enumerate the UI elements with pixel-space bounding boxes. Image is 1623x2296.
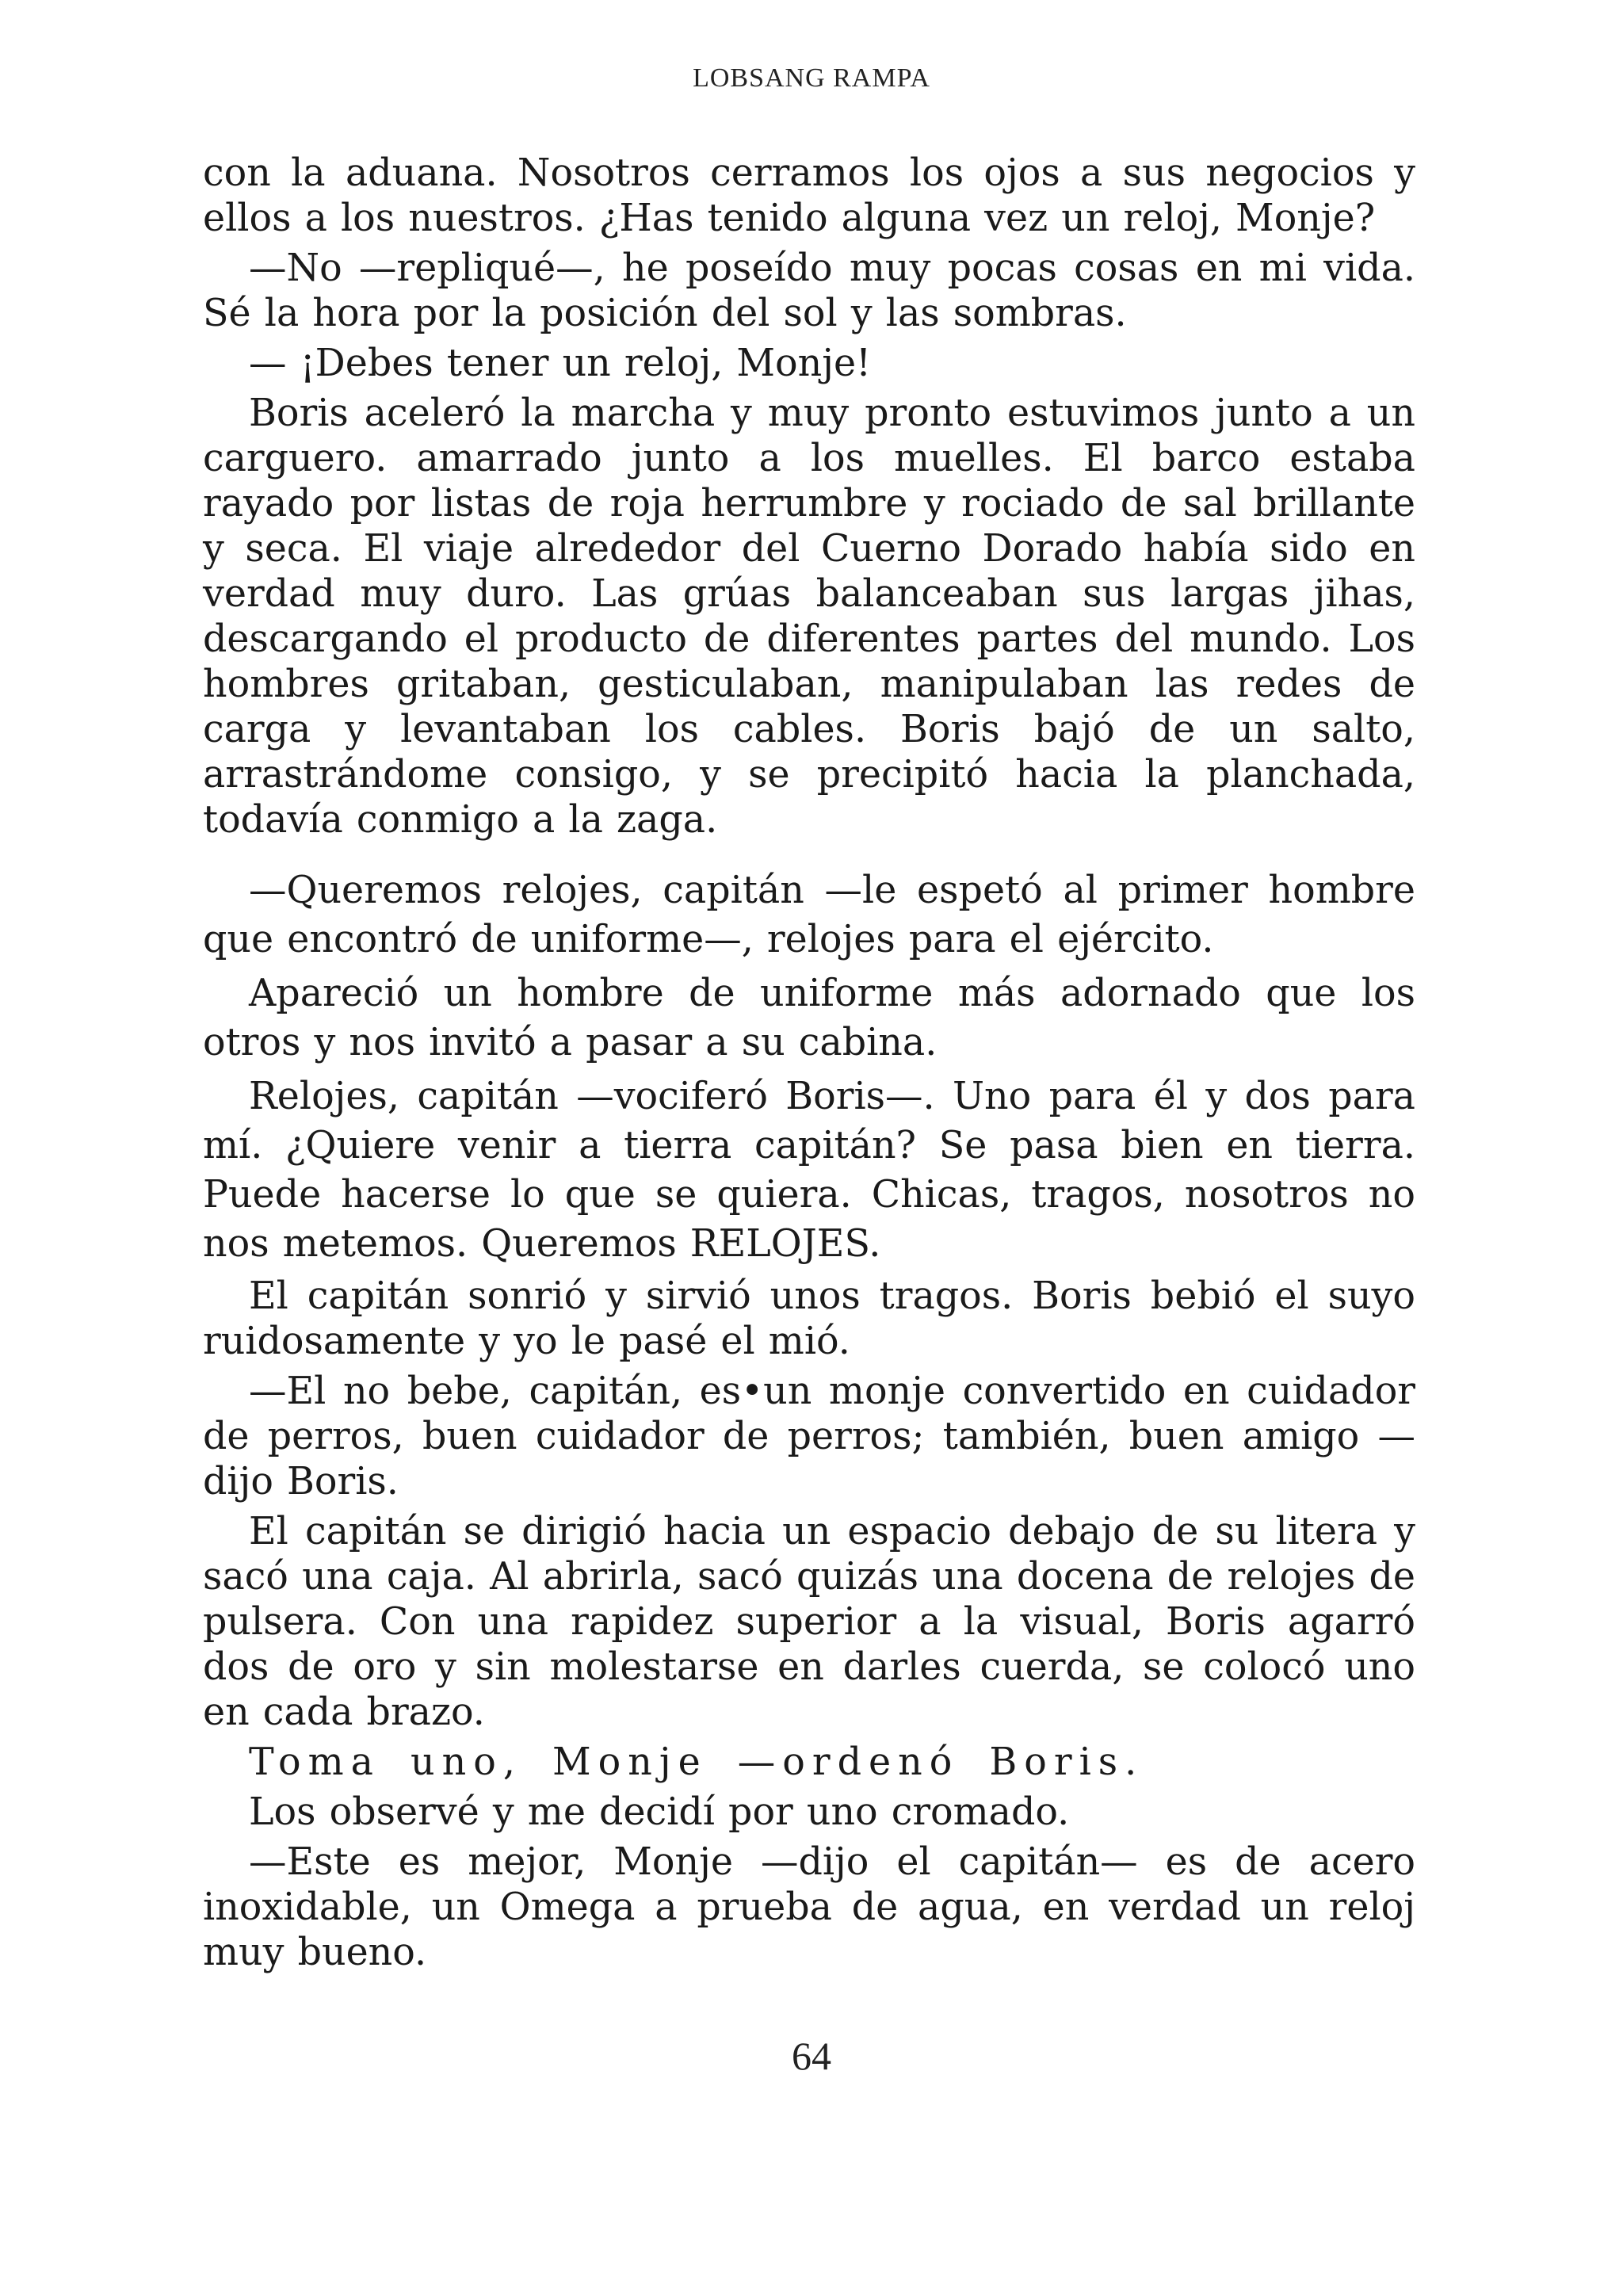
paragraph: —Queremos relojes, capitán —le espetó al primer hombre que encontró de uniforme—, relojes para el ejército. [203,869,1415,961]
page-number: 64 [792,2034,831,2078]
paragraph: Los observé y me decidí por uno cromado. [249,1790,1070,1834]
paragraph: con la aduana. Nosotros cerramos los ojos a sus negocios y ellos a los nuestros. ¿Has tenido alguna vez un reloj, Monje? [203,151,1415,240]
paragraph: —El no bebe, capitán, es•un monje convertido en cuidador de perros, buen cuidador de perros; también, buen amigo —dijo Boris. [203,1370,1415,1503]
paragraph: El capitán sonrió y sirvió unos tragos. Boris bebió el suyo ruidosamente y yo le pasé el mió. [203,1274,1415,1363]
paragraph: —No —repliqué—, he poseído muy pocas cosas en mi vida. Sé la hora por la posición del sol y las sombras. [203,246,1415,335]
paragraph: Relojes, capitán —vociferó Boris—. Uno para él y dos para mí. ¿Quiere venir a tierra capitán? Se pasa bien en tierra. Puede hacerse lo que se quiera. Chicas, tragos, nosotros no nos metemos. Queremos RELOJES. [203,1075,1415,1266]
paragraph: — ¡Debes tener un reloj, Monje! [249,342,872,385]
paragraph: Toma uno, Monje —ordenó Boris. [249,1740,1144,1784]
running-head: LOBSANG RAMPA [693,63,930,93]
paragraph: El capitán se dirigió hacia un espacio debajo de su litera y sacó una caja. Al abrirla, sacó quizás una docena de relojes de pulsera. Con una rapidez superior a la visual, Boris agarró dos de oro y sin molestarse en darles cuerda, se colocó uno en cada brazo. [203,1510,1415,1734]
paragraph: Boris aceleró la marcha y muy pronto estuvimos junto a un carguero. amarrado junto a los muelles. El barco estaba rayado por listas de roja herrumbre y rociado de sal brillante y seca. El viaje alrededor del Cuerno Dorado había sido en verdad muy duro. Las grúas balanceaban sus largas jihas, descargando el producto de diferentes partes del mundo. Los hombres gritaban, gesticulaban, manipulaban las redes de carga y levantaban los cables. Boris bajó de un salto, arrastrándome consigo, y se precipitó hacia la planchada, todavía conmigo a la zaga. [203,392,1415,842]
body-text [203,151,1415,1980]
paragraph: Apareció un hombre de uniforme más adornado que los otros y nos invitó a pasar a su cabina. [203,972,1415,1064]
paragraph: —Este es mejor, Monje —dijo el capitán— es de acero inoxidable, un Omega a prueba de agua, en verdad un reloj muy bueno. [203,1840,1415,1974]
